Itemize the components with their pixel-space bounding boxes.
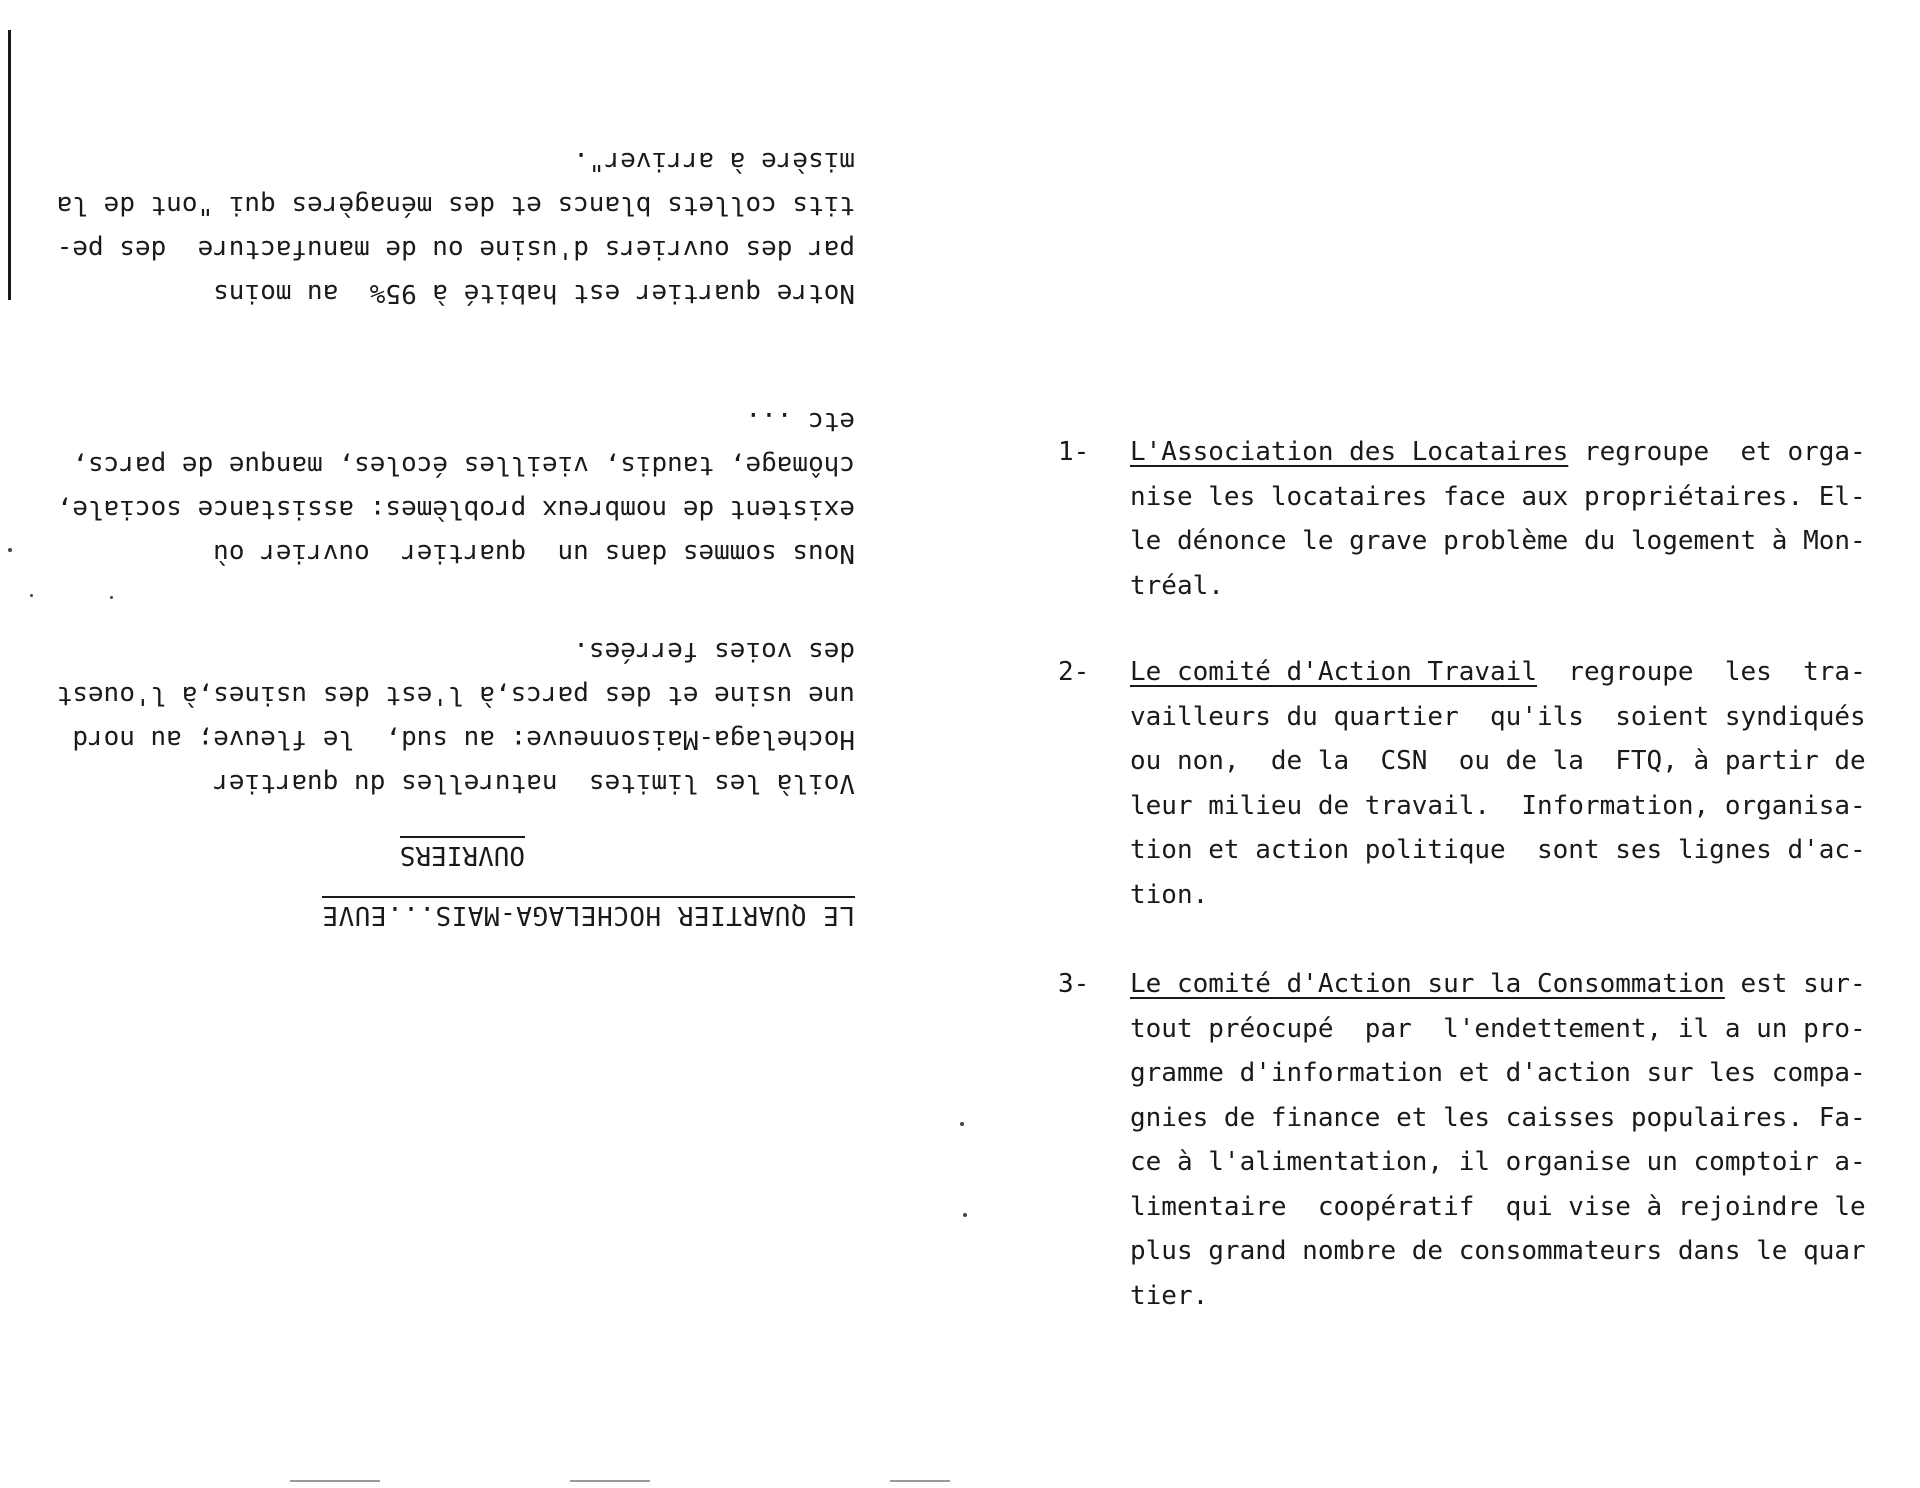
text-line: ce à l'alimentation, il organise un comptoir a- — [1130, 1147, 1866, 1177]
text-line: nise les locataires face aux propriétaires. El- — [1130, 481, 1866, 512]
text-line: tréal. — [1130, 570, 1224, 601]
footer-rule — [890, 1480, 950, 1482]
organization-name: Le comité d'Action Travail — [1130, 657, 1537, 687]
text-line: Hochelaga-Maisonneuve: au sud, le fleuve; au nord — [72, 724, 855, 754]
text-line: tion et action politique sont ses lignes d'ac- — [1130, 835, 1866, 865]
item-number: 3- — [1058, 969, 1090, 999]
item-number: 2- — [1058, 657, 1090, 687]
text-line: Voilà les limites naturelles du quartier — [213, 768, 855, 798]
text-line: tits collets blancs et des ménagères qui "ont de la — [56, 190, 855, 220]
text-fragment: regroupe les tra- — [1537, 657, 1866, 687]
text-line: par des ouvriers d'usine ou de manufacture des pe- — [56, 234, 855, 264]
paragraph-problems — [56, 399, 855, 575]
paragraph-population — [56, 139, 855, 315]
text-line: tier. — [1130, 1280, 1209, 1311]
scan-speck — [960, 1122, 964, 1126]
text-line: tion. — [1130, 879, 1209, 910]
scan-speck — [30, 594, 33, 597]
organization-name: Le comité d'Action sur la Consommation — [1130, 969, 1725, 999]
text-line: gnies de finance et les caisses populaires. Fa- — [1130, 1102, 1866, 1133]
item-number: 1- — [1058, 437, 1090, 467]
text-line — [1130, 962, 1866, 1007]
text-line: chômage, taudis, vieilles écoles, manque de parcs, — [72, 450, 855, 480]
right-page — [960, 0, 1920, 1488]
text-line: leur milieu de travail. Information, organisa- — [1130, 790, 1866, 821]
text-line: une usine et des parcs,à l'est des usines,à l'ouest — [56, 680, 855, 710]
text-fragment: regroupe et orga- — [1568, 437, 1866, 467]
item-text — [1130, 962, 1866, 1318]
text-line: misère à arriver". — [573, 146, 855, 176]
text-line: Notre quartier est habité à 95% au moins — [213, 278, 855, 308]
item-text — [1130, 430, 1866, 608]
text-line: existent de nombreux problèmes: assistance sociale, — [56, 494, 855, 524]
text-line: vailleurs du quartier qu'ils soient syndiqués — [1130, 701, 1866, 732]
scan-speck — [963, 1213, 967, 1217]
text-line — [1130, 650, 1866, 695]
text-line: gramme d'information et d'action sur les compa- — [1130, 1058, 1866, 1088]
text-fragment: est sur- — [1724, 969, 1866, 999]
upside-down-section — [56, 140, 855, 930]
scan-speck — [8, 548, 12, 552]
section-subtitle: OUVRIERS — [400, 836, 525, 870]
footer-rule — [570, 1480, 650, 1482]
text-line: tout préocupé par l'endettement, il a un pro- — [1130, 1013, 1866, 1044]
text-line: Nous sommes dans un quartier ouvrier où — [213, 538, 855, 568]
binding-edge-line — [8, 30, 11, 300]
text-line: ou non, de la CSN ou de la FTQ, à partir de — [1130, 746, 1866, 776]
text-line: des voies ferrées. — [573, 636, 855, 666]
text-line: le dénonce le grave problème du logement à Mon- — [1130, 526, 1866, 556]
text-line: limentaire coopératif qui vise à rejoindre le — [1130, 1191, 1866, 1222]
text-line: etc ... — [745, 406, 855, 436]
section-title: LE QUARTIER HOCHELAGA-MAIS...EUVE — [322, 896, 855, 930]
paragraph-limits — [56, 629, 855, 805]
footer-rule — [290, 1480, 380, 1482]
organization-name: L'Association des Locataires — [1130, 437, 1569, 467]
text-line: plus grand nombre de consommateurs dans le quar — [1130, 1236, 1866, 1266]
text-line — [1130, 430, 1866, 475]
item-text — [1130, 650, 1866, 917]
